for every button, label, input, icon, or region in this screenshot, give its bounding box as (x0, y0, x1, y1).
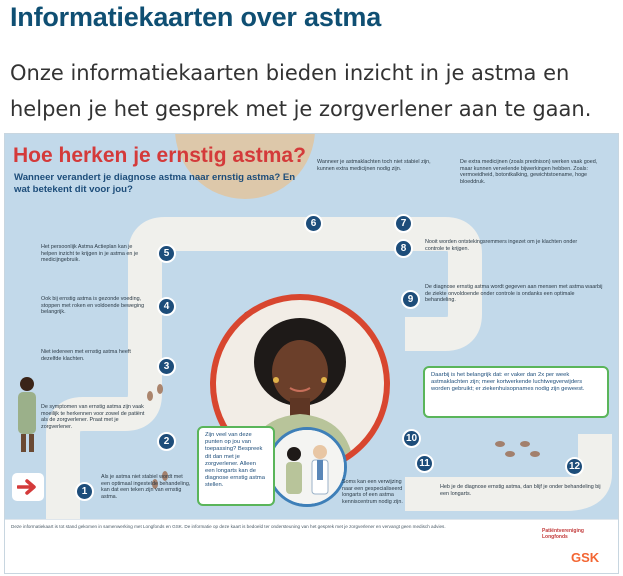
step-3: 3 (157, 357, 176, 376)
poster-subtitle: Wanneer verandert je diagnose astma naar ernstig astma? En wat betekent dit voor jou? (14, 172, 296, 195)
step-2: 2 (157, 432, 176, 451)
step-9: 9 (401, 290, 420, 309)
note-1: Als je astma niet stabiel wordt met een optimaal ingestelde behandeling, kan dat een teken zijn van ernstig astma. (101, 474, 191, 500)
step-1: 1 (75, 482, 94, 501)
arrow-right-icon (17, 479, 39, 495)
note-5: Het persoonlijk Astma Actieplan kan je helpen inzicht te krijgen in je astma en je medicijngebruik. (41, 244, 139, 264)
step-7: 7 (394, 214, 413, 233)
note-2: De symptomen van ernstig astma zijn vaak moeilijk te herkennen voor zowel de patiënt als de zorgverlener. Praat met je zorgverlener. (41, 404, 145, 430)
tip-box-left: Zijn veel van deze punten op jou van toepassing? Bespreek dit dan met je zorgverlener. Alleen een longarts kan de diagnose ernstig astma stellen. (197, 426, 275, 506)
longfonds-logo: Patiëntvereniging Longfonds (542, 528, 584, 540)
note-11: Soms kan een verwijzing naar een gespecialiseerd longarts of een astma kenniscentrum nodig zijn. (342, 479, 403, 505)
poster-footer (5, 519, 619, 574)
step-10: 10 (402, 429, 421, 448)
step-8: 8 (394, 239, 413, 258)
step-4: 4 (157, 297, 176, 316)
step-12: 12 (565, 457, 584, 476)
gsk-logo: GSK (571, 550, 600, 565)
step-11: 11 (415, 454, 434, 473)
infographic-poster[interactable] (4, 133, 619, 574)
note-9: De diagnose ernstig astma wordt gegeven aan mensen met astma waarbij de ziekte onvoldoende onder controle is ondanks een optimale behandeling. (425, 284, 603, 304)
note-7: De extra medicijnen (zoals prednison) werken vaak goed, maar kunnen vervelende bijwerkingen hebben. Zoals: vermoeidheid, botontkalking, gewichtstoename, hoge bloeddruk. (460, 159, 598, 185)
start-arrow-button[interactable] (12, 473, 44, 501)
note-3: Niet iedereen met ernstig astma heeft dezelfde klachten. (41, 349, 131, 362)
step-6: 6 (304, 214, 323, 233)
note-8: Nooit worden ontstekingsremmers ingezet om je klachten onder controle te krijgen. (425, 239, 578, 252)
note-6: Wanneer je astmaklachten toch niet stabiel zijn, kunnen extra medicijnen nodig zijn. (317, 159, 431, 172)
footer-text: Deze informatiekaart is tot stand gekomen in samenwerking met Longfonds en GSK. De informatie op deze kaart is bedoeld ter ondersteuning van het gesprek met je zorgverlener en vervangt geen medisch advies. (11, 524, 446, 529)
note-4: Ook bij ernstig astma is gezonde voeding, stoppen met roken en voldoende beweging belangrijk. (41, 296, 145, 316)
page-intro: Onze informatiekaarten bieden inzicht in je astma en helpen je het gesprek met je zorgverlener aan te gaan. (10, 61, 592, 121)
page-title: Informatiekaarten over astma (10, 2, 382, 32)
step-5: 5 (157, 244, 176, 263)
doctor-visit-illustration (267, 427, 347, 507)
tip-box-right: Daarbij is het belangrijk dat: er vaker dan 2x per week astmaklachten zijn; meer kortwerkende luchtwegverwijders worden gebruikt; er ziekenhuisopnames nodig zijn geweest. (423, 366, 609, 418)
note-12: Heb je de diagnose ernstig astma, dan blijf je onder behandeling bij een longarts. (440, 484, 601, 497)
poster-title: Hoe herken je ernstig astma? (13, 144, 306, 167)
